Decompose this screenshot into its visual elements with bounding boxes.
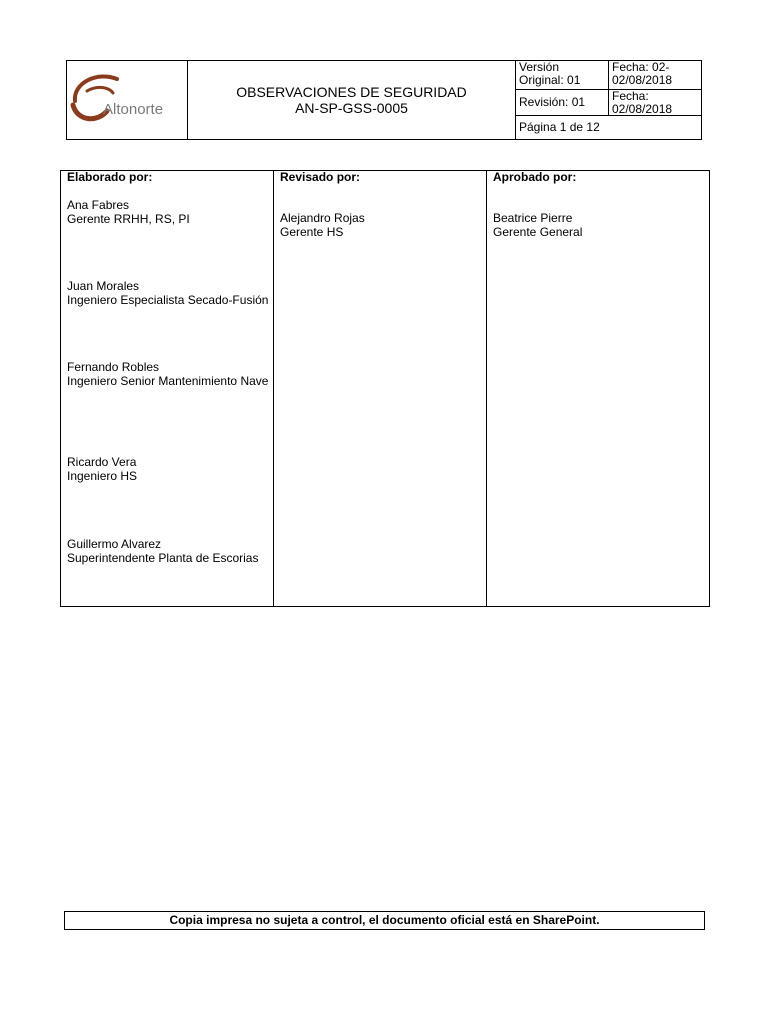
- signatory-name: Guillermo Alvarez: [67, 537, 162, 551]
- fecha1-value: 02/08/2018: [612, 73, 673, 87]
- signatory: [67, 280, 269, 307]
- signatory-name: Ricardo Vera: [67, 455, 137, 469]
- signatory: [67, 199, 269, 226]
- fecha-cell-1: [609, 61, 701, 90]
- elaborado-heading: Elaborado por:: [67, 170, 153, 184]
- signatory-name: Juan Morales: [67, 279, 140, 293]
- aprobado-heading: Aprobado por:: [493, 170, 577, 184]
- signatory: [67, 456, 269, 483]
- fecha2-label: Fecha:: [612, 89, 649, 103]
- signatory-name: Ana Fabres: [67, 198, 130, 212]
- logo-text: Altonorte: [103, 101, 164, 118]
- signatory: [493, 212, 705, 239]
- revisado-heading: Revisado por:: [280, 170, 361, 184]
- document-title-cell: [188, 61, 516, 139]
- version-value: Original: 01: [519, 73, 581, 87]
- signatory-role: Superintendente Planta de Escorias: [67, 550, 259, 565]
- version-cell: [516, 61, 609, 90]
- signatory: [67, 361, 269, 388]
- document-code: AN-SP-GSS-0005: [295, 100, 408, 116]
- signatory-role: Gerente RRHH, RS, PI: [67, 211, 190, 226]
- signatory-role: Gerente HS: [280, 224, 344, 239]
- fecha2-value: 02/08/2018: [612, 102, 673, 116]
- document-title: OBSERVACIONES DE SEGURIDAD: [236, 84, 467, 100]
- signatory: [67, 538, 269, 565]
- document-header: [66, 60, 702, 140]
- signatory-role: Gerente General: [493, 224, 583, 239]
- page-number: Página 1 de 12: [519, 120, 600, 134]
- fecha-cell-2: [609, 90, 701, 116]
- altonorte-logo: [67, 61, 188, 139]
- revision-cell: [516, 90, 609, 116]
- signatory: [280, 212, 482, 239]
- fecha1-label: Fecha: 02-: [612, 60, 670, 74]
- signatory-role: Ingeniero HS: [67, 468, 138, 483]
- signatory-role: Ingeniero Especialista Secado-Fusión: [67, 292, 269, 307]
- elaborado-column: [61, 171, 274, 606]
- aprobado-column: [487, 171, 709, 606]
- revision-text: Revisión: 01: [519, 95, 586, 109]
- signatory-name: Fernando Robles: [67, 360, 160, 374]
- logo-cell: [67, 61, 188, 139]
- control-note-text: Copia impresa no sujeta a control, el documento oficial está en SharePoint.: [169, 913, 600, 927]
- control-note-footer: [64, 911, 705, 930]
- signatory-name: Alejandro Rojas: [280, 211, 365, 225]
- signatory-role: Ingeniero Senior Mantenimiento Nave: [67, 373, 269, 388]
- signatory-name: Beatrice Pierre: [493, 211, 573, 225]
- signatures-table: [60, 170, 710, 607]
- version-label: Versión: [519, 60, 560, 74]
- page-number-cell: [516, 116, 701, 139]
- revisado-column: [274, 171, 487, 606]
